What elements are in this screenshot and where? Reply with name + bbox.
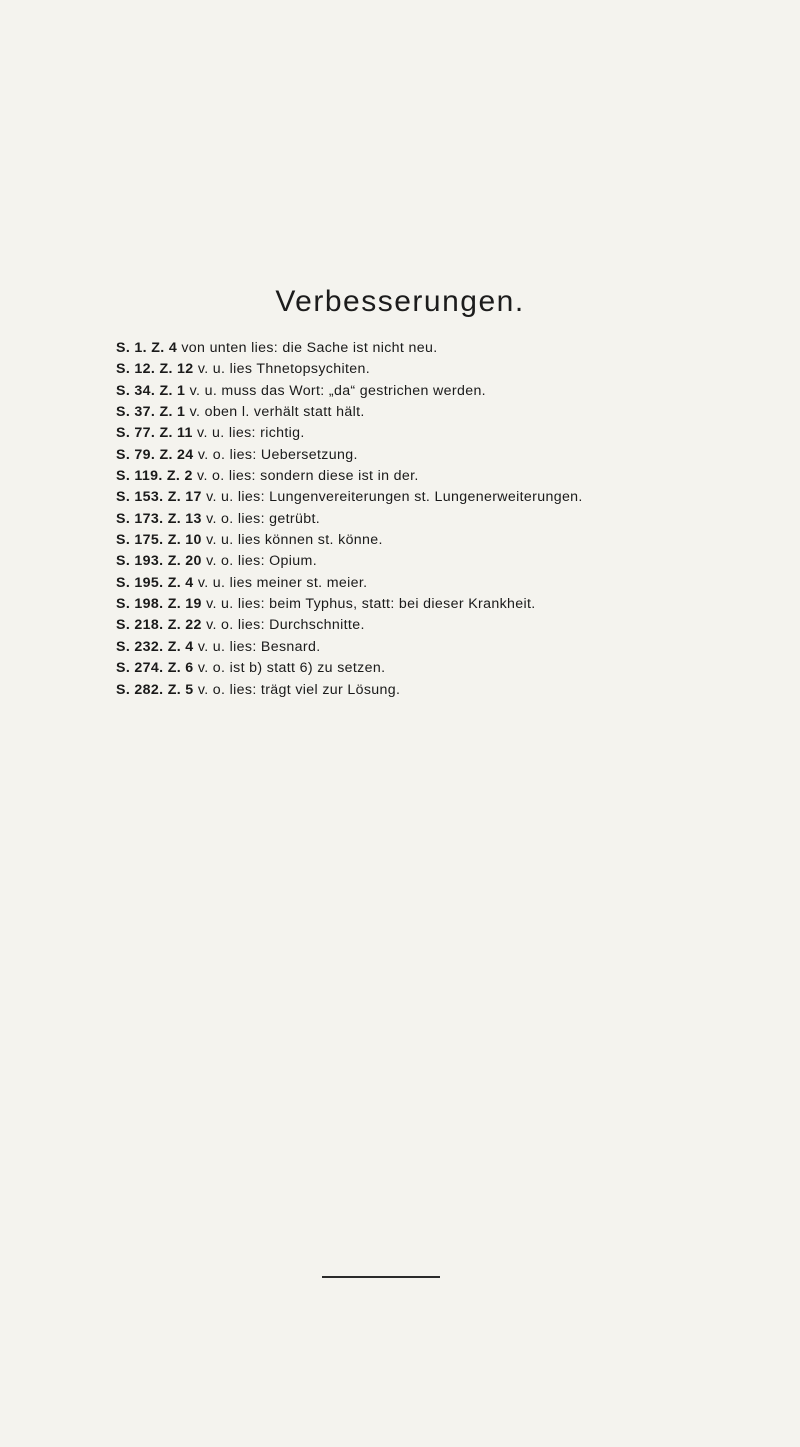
entry-text: v. u. lies können st. könne. bbox=[201, 532, 383, 549]
entry-reference: S. 153. Z. 17 bbox=[116, 489, 202, 506]
correction-entry bbox=[116, 509, 786, 530]
entry-reference: S. 12. Z. 12 bbox=[116, 361, 194, 378]
entry-reference: S. 232. Z. 4 bbox=[116, 638, 194, 655]
correction-entry bbox=[116, 551, 786, 572]
entry-text: von unten lies: die Sache ist nicht neu. bbox=[177, 340, 438, 356]
correction-entry bbox=[116, 594, 786, 615]
entry-reference: S. 79. Z. 24 bbox=[116, 446, 194, 463]
correction-entry bbox=[116, 338, 786, 359]
entry-text: v. u. muss das Wort: „da“ gestrichen werden. bbox=[185, 382, 486, 399]
entry-text: v. u. lies Thnetopsychiten. bbox=[193, 361, 371, 378]
entry-text: v. o. lies: sondern diese ist in der. bbox=[192, 468, 419, 485]
correction-entry bbox=[116, 637, 786, 658]
entry-text: v. u. lies meiner st. meier. bbox=[193, 574, 368, 591]
entry-text: v. u. lies: Besnard. bbox=[193, 638, 321, 655]
entry-text: v. o. ist b) statt 6) zu setzen. bbox=[193, 660, 386, 677]
entry-text: v. u. lies: beim Typhus, statt: bei dieser Krankheit. bbox=[201, 596, 536, 613]
closing-rule bbox=[322, 1276, 440, 1278]
correction-entry bbox=[116, 487, 786, 508]
entry-text: v. o. lies: getrübt. bbox=[201, 510, 321, 527]
entry-reference: S. 77. Z. 11 bbox=[116, 425, 193, 442]
entry-reference: S. 274. Z. 6 bbox=[116, 660, 194, 677]
entry-text: v. o. lies: Opium. bbox=[201, 553, 317, 570]
correction-entry bbox=[116, 423, 786, 444]
entry-reference: S. 34. Z. 1 bbox=[116, 382, 186, 399]
entry-reference: S. 175. Z. 10 bbox=[116, 532, 202, 549]
entry-reference: S. 218. Z. 22 bbox=[116, 617, 202, 634]
entry-reference: S. 1. Z. 4 bbox=[116, 340, 178, 356]
entry-text: v. u. lies: richtig. bbox=[192, 425, 305, 442]
entry-reference: S. 198. Z. 19 bbox=[116, 596, 202, 613]
correction-entry bbox=[116, 615, 786, 636]
corrections-list bbox=[116, 338, 786, 701]
entry-reference: S. 193. Z. 20 bbox=[116, 553, 202, 570]
correction-entry bbox=[116, 658, 786, 679]
correction-entry bbox=[116, 359, 786, 380]
correction-entry bbox=[116, 381, 786, 402]
correction-entry bbox=[116, 466, 786, 487]
entry-text: v. o. lies: Durchschnitte. bbox=[201, 617, 365, 634]
entry-reference: S. 195. Z. 4 bbox=[116, 574, 194, 591]
entry-text: v. o. lies: Uebersetzung. bbox=[193, 446, 358, 463]
correction-entry bbox=[116, 530, 786, 551]
page-title: Verbesserungen. bbox=[275, 285, 525, 318]
entry-text: v. oben l. verhält statt hält. bbox=[185, 404, 365, 421]
correction-entry bbox=[116, 573, 786, 594]
entry-reference: S. 173. Z. 13 bbox=[116, 510, 202, 527]
entry-reference: S. 282. Z. 5 bbox=[116, 681, 194, 698]
correction-entry bbox=[116, 445, 786, 466]
entry-text: v. o. lies: trägt viel zur Lösung. bbox=[193, 681, 401, 698]
correction-entry bbox=[116, 402, 786, 423]
entry-reference: S. 119. Z. 2 bbox=[116, 468, 193, 485]
entry-reference: S. 37. Z. 1 bbox=[116, 404, 186, 421]
correction-entry bbox=[116, 680, 786, 701]
entry-text: v. u. lies: Lungenvereiterungen st. Lungenerweiterungen. bbox=[201, 489, 583, 506]
